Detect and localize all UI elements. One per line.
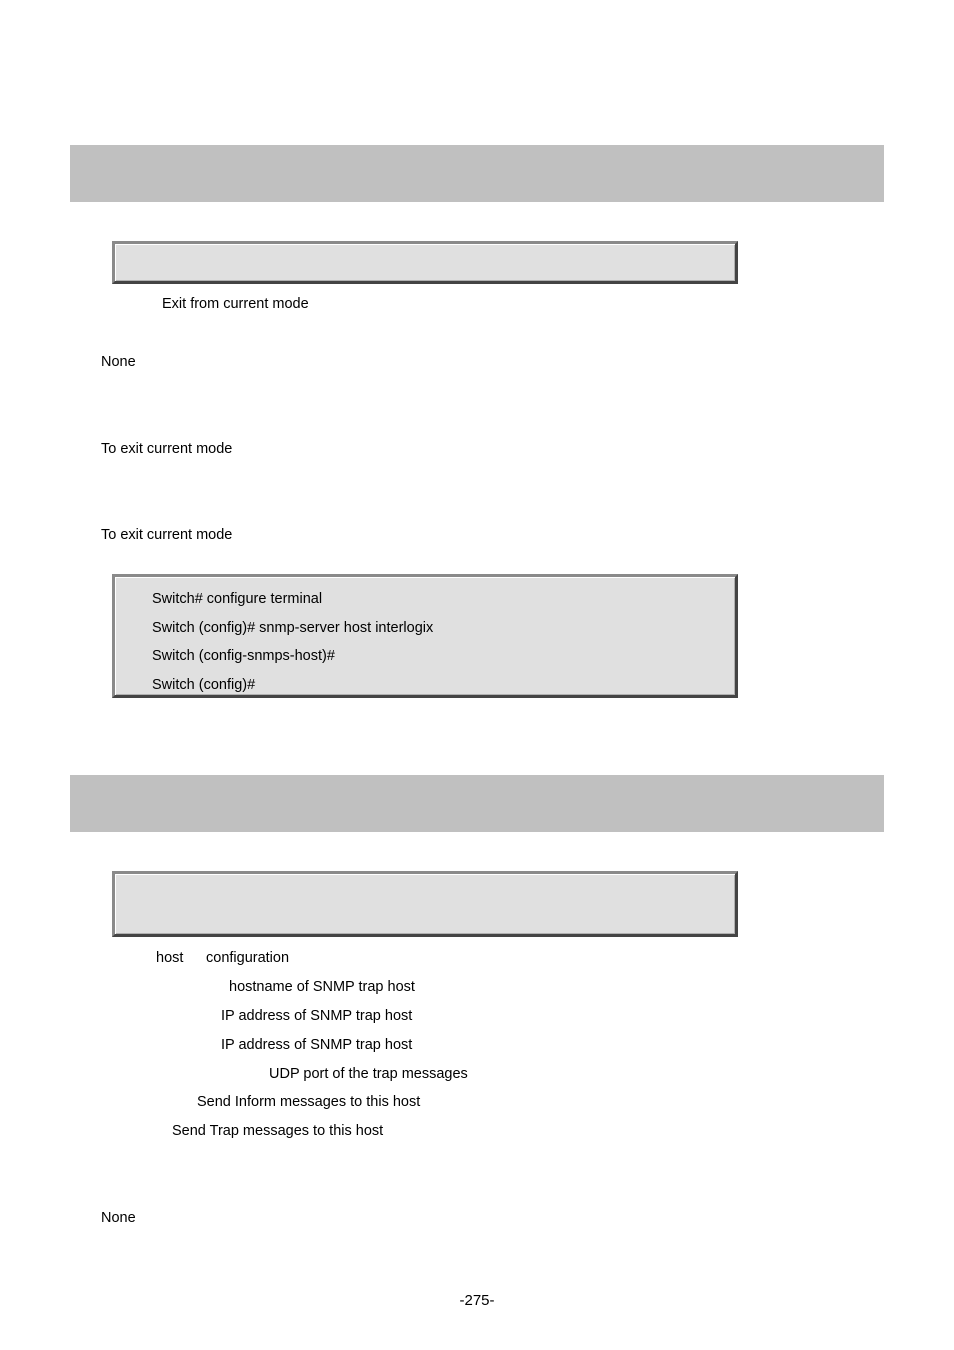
default-value: None [101, 354, 136, 370]
param-desc: Send Inform messages to this host [197, 1094, 421, 1110]
code-line: Switch (config)# [152, 677, 256, 693]
param-desc: UDP port of the trap messages [269, 1066, 468, 1082]
command-syntax-box [112, 241, 738, 284]
section-header-band [70, 775, 884, 832]
code-line: Switch (config-snmps-host)# [152, 648, 335, 664]
param-desc: IP address of SNMP trap host [221, 1008, 413, 1024]
command-syntax-box [112, 871, 738, 937]
default-value: None [101, 1210, 136, 1226]
code-line: Switch (config)# snmp-server host interlogix [152, 620, 434, 636]
example-code-box [112, 574, 738, 698]
param-desc: IP address of SNMP trap host [221, 1037, 413, 1053]
usage-text: To exit current mode [101, 441, 233, 457]
param-desc: configuration [206, 950, 290, 966]
example-intro: To exit current mode [101, 527, 233, 543]
command-description: Exit from current mode [162, 296, 309, 312]
section-header-band [70, 145, 884, 202]
param-desc: hostname of SNMP trap host [229, 979, 415, 995]
code-line: Switch# configure terminal [152, 591, 323, 607]
param-name: host [156, 950, 184, 966]
page-number: -275- [459, 1292, 495, 1309]
param-desc: Send Trap messages to this host [172, 1123, 384, 1139]
